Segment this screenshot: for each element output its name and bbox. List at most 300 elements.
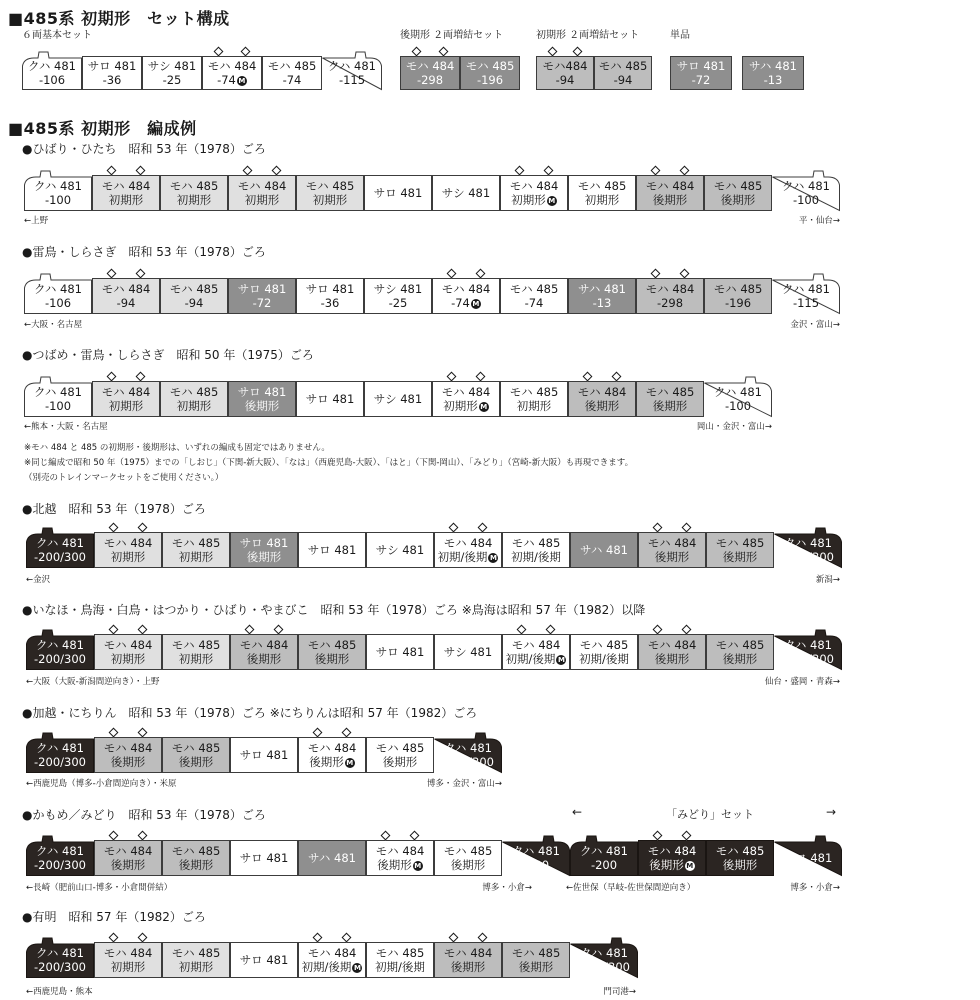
car[interactable] [92, 175, 160, 211]
car-name: サシ 481 [375, 543, 425, 557]
motor-mark-icon: M [346, 758, 354, 767]
pantograph-icon [106, 166, 116, 176]
car[interactable] [94, 532, 162, 568]
pantograph-icon [214, 47, 224, 57]
car[interactable] [162, 840, 230, 876]
car[interactable] [230, 840, 298, 876]
car-sub-text: -200 [522, 858, 550, 872]
car-sub [451, 960, 486, 974]
car-name: サハ 481 [578, 282, 626, 296]
pantograph-icon [136, 269, 146, 279]
formation-title: ●有明 昭和 57 年（1982）ごろ [22, 910, 206, 924]
destination-left: ←長崎（肥前山口-博多・小倉間併結） [26, 883, 173, 893]
car[interactable] [500, 278, 568, 314]
car[interactable] [26, 840, 94, 876]
destination-left: ←大阪・名古屋 [24, 320, 83, 330]
car[interactable] [772, 278, 840, 314]
car[interactable] [434, 840, 502, 876]
car-name: モハ 485 [465, 59, 515, 73]
car[interactable] [568, 175, 636, 211]
formation-title: ●いなほ・鳥海・白鳥・はつかり・ひばり・やまびこ 昭和 53 年（1978）ごろ ※鳥海は昭和 57 年（1982）以降 [22, 603, 646, 617]
car[interactable] [432, 278, 500, 314]
car-sub-text: 初期形 [176, 399, 212, 413]
car-sub-text: -200/300 [34, 960, 86, 974]
car-sub [782, 550, 834, 564]
car-name: モハ 484 [101, 385, 151, 399]
car-name: モハ 485 [509, 282, 559, 296]
pantograph-icon [478, 523, 488, 533]
car[interactable] [594, 56, 652, 90]
car[interactable] [162, 634, 230, 670]
car[interactable] [230, 737, 298, 773]
car-name: モハ 484 [103, 946, 153, 960]
car[interactable] [92, 278, 160, 314]
car[interactable] [638, 532, 706, 568]
car-name: モハ 485 [577, 179, 627, 193]
car-sub [725, 399, 751, 413]
car[interactable] [94, 840, 162, 876]
car[interactable] [536, 56, 594, 90]
car-sub-text: 後期形 [654, 652, 690, 666]
pantograph-icon [682, 625, 692, 635]
note-3: （別売のトレインマークセットをご使用ください。） [24, 473, 224, 483]
car-name: モハ 485 [171, 946, 221, 960]
note-2: ※同じ編成で昭和 50 年（1975）までの「しおじ」（下関-新大阪）、「なは」（西鹿児島-大阪）、「はと」（下関-岡山）、「みどり」（宮崎-新大阪）も再現できます。 [24, 458, 634, 468]
car[interactable] [92, 381, 160, 417]
car-sub [34, 755, 86, 769]
car-name: クハ 481 [34, 179, 82, 193]
car-name: サシ 481 [373, 282, 423, 296]
car-sub [45, 296, 71, 310]
motor-mark-icon: M [472, 299, 480, 308]
car-sub-text: 初期形 [516, 399, 552, 413]
car-sub-text: -74 [282, 73, 302, 87]
car[interactable] [636, 278, 704, 314]
car-sub-text: 後期形 [652, 399, 688, 413]
car[interactable] [22, 56, 82, 90]
destination-right: 博多・小倉→ [790, 883, 840, 893]
car[interactable] [502, 634, 570, 670]
car-sub-text: 初期形 [110, 550, 146, 564]
car[interactable] [162, 942, 230, 978]
car-name: クハ 481 [714, 385, 762, 399]
destination-left: ←上野 [24, 216, 49, 226]
car[interactable] [262, 56, 322, 90]
car-sub [591, 858, 617, 872]
car-name: サロ 481 [239, 536, 289, 550]
car[interactable] [774, 634, 842, 670]
car-sub [764, 73, 783, 87]
car[interactable] [162, 737, 230, 773]
car-sub [593, 296, 612, 310]
car-name: モハ 484 [647, 844, 697, 858]
car[interactable] [228, 381, 296, 417]
car-name: サロ 481 [237, 385, 287, 399]
car-sub-text: -200/300 [442, 755, 494, 769]
car[interactable] [434, 532, 502, 568]
car[interactable] [298, 737, 366, 773]
car[interactable] [82, 56, 142, 90]
car-sub [579, 652, 629, 666]
car-sub-text: 後期形 [314, 652, 350, 666]
car-sub-text: 初期形 [178, 960, 214, 974]
car[interactable] [298, 634, 366, 670]
motor-mark-icon: M [489, 553, 497, 562]
car-sub-text: 初期形 [244, 193, 280, 207]
car-sub-text: -200/300 [34, 652, 86, 666]
car-name: モハ 485 [511, 536, 561, 550]
car[interactable] [366, 942, 434, 978]
car-sub [34, 550, 86, 564]
car[interactable] [434, 737, 502, 773]
car-name: クハ 481 [36, 536, 84, 550]
car-sub [179, 960, 214, 974]
car-sub [585, 399, 620, 413]
car[interactable] [432, 175, 500, 211]
car[interactable] [460, 56, 520, 90]
car[interactable] [742, 56, 804, 90]
car[interactable] [322, 56, 382, 90]
pantograph-icon [138, 625, 148, 635]
car-sub [653, 193, 688, 207]
car[interactable] [400, 56, 460, 90]
car[interactable] [432, 381, 500, 417]
car-name: サロ 481 [239, 748, 289, 762]
arrow-left-icon: ← [572, 805, 583, 819]
car[interactable] [228, 175, 296, 211]
car[interactable] [366, 634, 434, 670]
car-name: モハ 485 [307, 638, 357, 652]
car-sub-text: -74 [451, 296, 470, 310]
car-sub-text: -200 [590, 858, 618, 872]
destination-right: 博多・金沢・富山→ [426, 779, 502, 789]
car[interactable] [26, 532, 94, 568]
pantograph-icon [138, 523, 148, 533]
car[interactable] [670, 56, 732, 90]
car-sub [377, 858, 423, 872]
car-name: モハ 485 [511, 946, 561, 960]
pantograph-icon [476, 372, 486, 382]
pantograph-icon [652, 625, 662, 635]
car[interactable] [160, 381, 228, 417]
car-name: サロ 481 [375, 645, 425, 659]
car[interactable] [636, 175, 704, 211]
car-sub-text: -100 [44, 193, 72, 207]
car-name: クハ 481 [28, 59, 76, 73]
pantograph-icon [650, 166, 660, 176]
car-name: サロ 481 [305, 392, 355, 406]
car[interactable] [636, 381, 704, 417]
car-sub-text: -13 [592, 296, 612, 310]
car[interactable] [500, 175, 568, 211]
set-label-early2: 初期形 ２両増結セット [536, 30, 640, 41]
car-sub [655, 652, 690, 666]
car-name: サロ 481 [676, 59, 726, 73]
car[interactable] [772, 175, 840, 211]
car-sub-text: 後期形 [450, 960, 486, 974]
car-sub-text: 後期形 [246, 550, 282, 564]
car[interactable] [160, 278, 228, 314]
car-sub-text: -94 [555, 73, 575, 87]
destination-left: ←西鹿児島（博多-小倉間逆向き）・米原 [26, 779, 177, 789]
car-name: モハ 484 [511, 638, 561, 652]
car-sub-text: -200/300 [782, 550, 834, 564]
pantograph-icon [106, 372, 116, 382]
pantograph-icon [108, 728, 118, 738]
car[interactable] [94, 634, 162, 670]
car[interactable] [568, 381, 636, 417]
car[interactable] [502, 942, 570, 978]
car-sub [34, 960, 86, 974]
car[interactable] [366, 737, 434, 773]
car-sub-text: -200/300 [782, 652, 834, 666]
pantograph-icon [108, 831, 118, 841]
car-sub [302, 960, 363, 974]
car-sub [111, 755, 146, 769]
pantograph-icon [412, 47, 422, 57]
car-name: サロ 481 [239, 851, 289, 865]
motor-mark-icon: M [548, 196, 556, 205]
pantograph-icon [546, 625, 556, 635]
car-name: クハ 481 [328, 59, 376, 73]
car[interactable] [298, 532, 366, 568]
car-sub [649, 858, 695, 872]
pantograph-icon [342, 933, 352, 943]
heading-formations: ■485系 初期形 編成例 [8, 119, 197, 138]
car-sub [585, 193, 620, 207]
car[interactable] [638, 840, 706, 876]
car-sub [556, 73, 575, 87]
car-name: モハ 485 [715, 638, 765, 652]
car[interactable] [230, 634, 298, 670]
car-sub-text: 初期形 [312, 193, 348, 207]
car[interactable] [364, 381, 432, 417]
car-sub [111, 550, 146, 564]
car-sub [782, 652, 834, 666]
car-name: モハ 484 [647, 536, 697, 550]
motor-mark-icon: M [353, 963, 361, 972]
pantograph-icon [478, 933, 488, 943]
car[interactable] [704, 278, 772, 314]
car-name: サロ 481 [305, 282, 355, 296]
car[interactable] [230, 942, 298, 978]
car[interactable] [24, 278, 92, 314]
destination-right: 仙台・盛岡・青森→ [764, 677, 840, 687]
car-name: サハ 481 [308, 851, 356, 865]
car-sub [417, 73, 443, 87]
car[interactable] [638, 634, 706, 670]
car-sub [614, 73, 633, 87]
car-sub-text: -115 [338, 73, 366, 87]
pantograph-icon [136, 372, 146, 382]
pantograph-icon [448, 933, 458, 943]
pantograph-icon [106, 269, 116, 279]
car-sub-text: 初期/後期 [511, 550, 561, 564]
car-name: クハ 481 [580, 844, 628, 858]
note-1: ※モハ 484 と 485 の初期形・後期形は、いずれの編成も固定ではありません。 [24, 443, 330, 453]
car[interactable] [502, 840, 570, 876]
car-sub-text: 初期形 [511, 193, 546, 207]
car[interactable] [570, 840, 638, 876]
car[interactable] [296, 175, 364, 211]
car[interactable] [24, 175, 92, 211]
car[interactable] [568, 278, 636, 314]
car-name: サロ 481 [373, 186, 423, 200]
car[interactable] [434, 634, 502, 670]
car-sub [163, 73, 182, 87]
car[interactable] [366, 840, 434, 876]
car[interactable] [774, 532, 842, 568]
car[interactable] [26, 942, 94, 978]
formation-title: ●つばめ・雷鳥・しらさぎ 昭和 50 年（1975）ごろ [22, 348, 314, 362]
car[interactable] [502, 532, 570, 568]
car-sub [245, 399, 280, 413]
car-sub-text: -74 [217, 73, 236, 87]
car[interactable] [296, 278, 364, 314]
car[interactable] [94, 737, 162, 773]
car-sub-text: 初期形 [108, 399, 144, 413]
car[interactable] [160, 175, 228, 211]
car-name: クハ 481 [784, 536, 832, 550]
car-name: モハ 484 [237, 179, 287, 193]
car-sub [45, 399, 71, 413]
car[interactable] [570, 532, 638, 568]
car[interactable] [26, 737, 94, 773]
destination-mid-left: ←佐世保（早岐-佐世保間逆向き） [566, 883, 696, 893]
car-name: クハ 481 [444, 741, 492, 755]
car-sub-text: -13 [763, 73, 783, 87]
car[interactable] [26, 634, 94, 670]
pantograph-icon [108, 625, 118, 635]
car-sub [655, 550, 690, 564]
car-name: モハ 485 [375, 741, 425, 755]
car-sub [725, 296, 751, 310]
car[interactable] [364, 175, 432, 211]
car[interactable] [230, 532, 298, 568]
car-name: クハ 481 [782, 179, 830, 193]
car[interactable] [570, 634, 638, 670]
car-name: モハ 485 [579, 638, 629, 652]
car-name: モハ 484 [239, 638, 289, 652]
pantograph-icon [582, 372, 592, 382]
car-sub-text: 初期/後期 [579, 652, 629, 666]
car-name: モハ 485 [171, 844, 221, 858]
car-name: クハ 481 [36, 844, 84, 858]
car-name: サシ 481 [443, 645, 493, 659]
car-name: クハ 481 [36, 741, 84, 755]
car-name: サロ 481 [87, 59, 137, 73]
formation-title: ●加越・にちりん 昭和 53 年（1978）ごろ ※にちりんは昭和 57 年（1982）ごろ [22, 706, 478, 720]
car[interactable] [704, 175, 772, 211]
pantograph-icon [544, 166, 554, 176]
car-sub-text: 後期形 [110, 858, 146, 872]
car-name: サシ 481 [373, 392, 423, 406]
car-sub [383, 755, 418, 769]
car-sub [517, 399, 552, 413]
pantograph-icon [244, 625, 254, 635]
car-sub-text: -200/300 [34, 858, 86, 872]
car-name: クロ 481 [783, 851, 833, 865]
car-sub [442, 755, 494, 769]
car-sub [511, 550, 561, 564]
car[interactable] [142, 56, 202, 90]
destination-left: ←西鹿児島・熊本 [26, 987, 93, 997]
pantograph-icon [272, 166, 282, 176]
car[interactable] [24, 381, 92, 417]
car-sub [511, 193, 557, 207]
car-sub-text: 後期形 [584, 399, 620, 413]
car-sub-text: -36 [320, 296, 340, 310]
car-sub [185, 296, 204, 310]
car-sub [438, 550, 499, 564]
car-sub [692, 73, 711, 87]
destination-left: ←大阪（大阪-新潟間逆向き）・上野 [26, 677, 160, 687]
pantograph-icon [547, 47, 557, 57]
car[interactable] [364, 278, 432, 314]
car[interactable] [228, 278, 296, 314]
car[interactable] [162, 532, 230, 568]
car[interactable] [296, 381, 364, 417]
pantograph-icon [446, 372, 456, 382]
car[interactable] [202, 56, 262, 90]
car-sub [523, 858, 549, 872]
car-sub [451, 858, 486, 872]
car-name: モハ 485 [171, 741, 221, 755]
car[interactable] [298, 840, 366, 876]
car-sub-text: -200/300 [34, 755, 86, 769]
motor-mark-icon: M [557, 655, 565, 664]
car[interactable] [706, 840, 774, 876]
car[interactable] [570, 942, 638, 978]
car-name: サロ 481 [237, 282, 287, 296]
car-sub-text: -94 [184, 296, 204, 310]
car-sub [653, 399, 688, 413]
car[interactable] [774, 840, 842, 876]
destination-left: ←金沢 [26, 575, 51, 585]
car-sub [111, 652, 146, 666]
car[interactable] [298, 942, 366, 978]
car-sub-text: 後期形 [382, 755, 418, 769]
car[interactable] [704, 381, 772, 417]
car-sub [578, 960, 630, 974]
pantograph-icon [448, 523, 458, 533]
car-sub [179, 755, 214, 769]
car-name: モハ 484 [441, 385, 491, 399]
car-name: モハ 485 [443, 844, 493, 858]
destination-right: 岡山・金沢・富山→ [696, 422, 772, 432]
car-sub [45, 193, 71, 207]
car-name: モハ 484 [405, 59, 455, 73]
car-sub [177, 193, 212, 207]
car-sub-text: -100 [44, 399, 72, 413]
car-sub-text: -115 [792, 296, 820, 310]
car[interactable] [706, 532, 774, 568]
car-sub [34, 652, 86, 666]
pantograph-icon [312, 933, 322, 943]
car[interactable] [706, 634, 774, 670]
pantograph-icon [446, 269, 456, 279]
car-name: モハ 484 [207, 59, 257, 73]
car-sub-text: 初期形 [176, 193, 212, 207]
car[interactable] [366, 532, 434, 568]
car-sub [179, 652, 214, 666]
car[interactable] [434, 942, 502, 978]
pantograph-icon [108, 933, 118, 943]
car[interactable] [94, 942, 162, 978]
car[interactable] [500, 381, 568, 417]
arrow-right-icon: → [826, 805, 837, 819]
car-name: クハ 481 [782, 282, 830, 296]
